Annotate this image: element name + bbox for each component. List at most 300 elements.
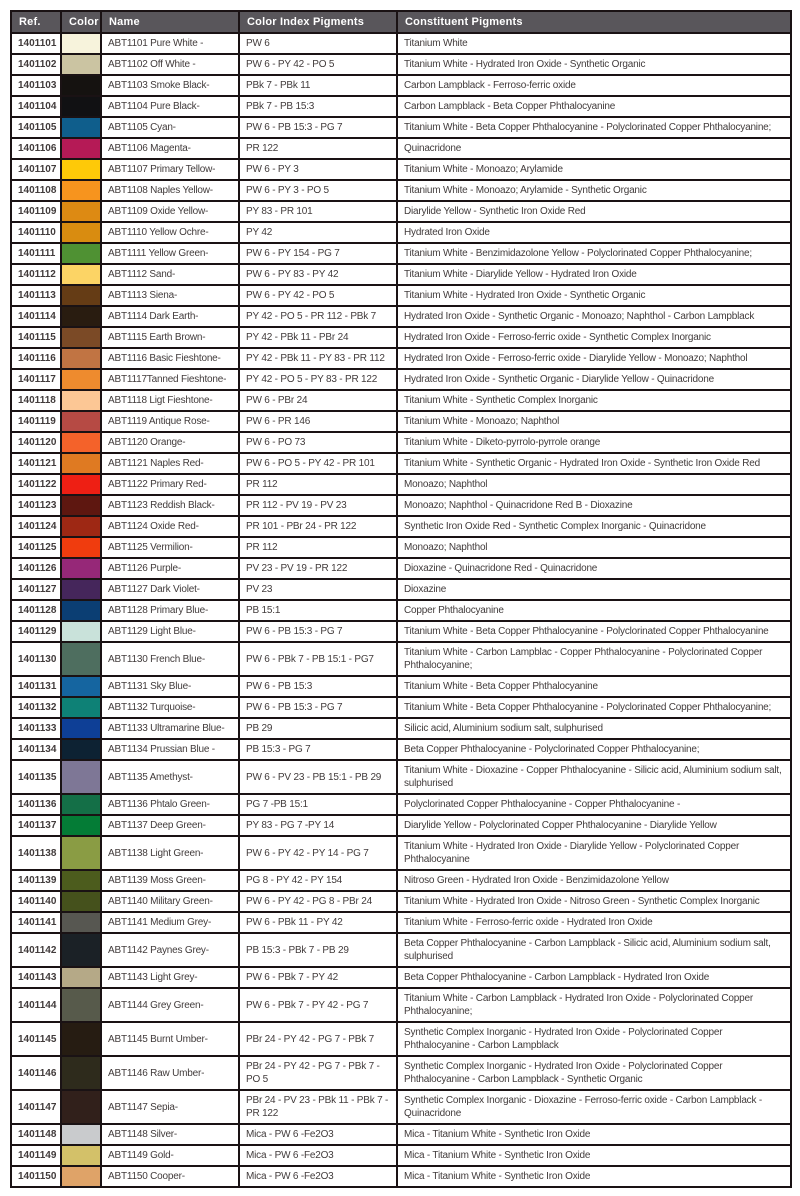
name-cell: ABT1146 Raw Umber- [101, 1056, 239, 1090]
color-swatch [61, 348, 101, 369]
ref-cell: 1401132 [11, 697, 61, 718]
table-row [11, 243, 791, 264]
constituent-cell: Synthetic Complex Inorganic - Hydrated Iron Oxide - Polyclorinated Copper Phthalocyanine - Carbon Lampblack [397, 1022, 791, 1056]
color-index-cell: PW 6 - PV 23 - PB 15:1 - PB 29 [239, 760, 397, 794]
table-row [11, 718, 791, 739]
name-cell: ABT1131 Sky Blue- [101, 676, 239, 697]
table-row [11, 579, 791, 600]
color-swatch [61, 558, 101, 579]
color-index-cell: PBr 24 - PY 42 - PG 7 - PBk 7 - PO 5 [239, 1056, 397, 1090]
constituent-cell: Titanium White - Beta Copper Phthalocyanine [397, 676, 791, 697]
table-row [11, 474, 791, 495]
color-index-cell: PR 112 [239, 474, 397, 495]
table-row [11, 988, 791, 1022]
name-cell: ABT1108 Naples Yellow- [101, 180, 239, 201]
color-swatch [61, 697, 101, 718]
ref-cell: 1401138 [11, 836, 61, 870]
table-row [11, 222, 791, 243]
table-row [11, 348, 791, 369]
table-row [11, 1145, 791, 1166]
constituent-cell: Synthetic Complex Inorganic - Dioxazine - Ferroso-ferric oxide - Carbon Lampblack - Quinacridone [397, 1090, 791, 1124]
color-swatch [61, 600, 101, 621]
table-row [11, 676, 791, 697]
column-header-constituent-pigments: Constituent Pigments [397, 11, 791, 33]
color-swatch [61, 138, 101, 159]
color-swatch [61, 912, 101, 933]
ref-cell: 1401149 [11, 1145, 61, 1166]
color-index-cell: PW 6 - PBk 7 - PB 15:1 - PG7 [239, 642, 397, 676]
constituent-cell: Titanium White - Ferroso-ferric oxide - Hydrated Iron Oxide [397, 912, 791, 933]
table-row [11, 1022, 791, 1056]
color-swatch [61, 579, 101, 600]
name-cell: ABT1114 Dark Earth- [101, 306, 239, 327]
color-swatch [61, 967, 101, 988]
color-index-cell: PG 7 -PB 15:1 [239, 794, 397, 815]
constituent-cell: Titanium White - Synthetic Organic - Hydrated Iron Oxide - Synthetic Iron Oxide Red [397, 453, 791, 474]
color-swatch [61, 870, 101, 891]
table-body [11, 33, 791, 1187]
color-index-cell: PBr 24 - PY 42 - PG 7 - PBk 7 [239, 1022, 397, 1056]
table-row [11, 306, 791, 327]
constituent-cell: Titanium White - Hydrated Iron Oxide - Diarylide Yellow - Polyclorinated Copper Phthalocyanine [397, 836, 791, 870]
constituent-cell: Beta Copper Phthalocyanine - Carbon Lampblack - Silicic acid, Aluminium sodium salt, sulphurised [397, 933, 791, 967]
table-row [11, 1124, 791, 1145]
color-index-cell: PW 6 - PBk 7 - PY 42 [239, 967, 397, 988]
constituent-cell: Beta Copper Phthalocyanine - Polyclorinated Copper Phthalocyanine; [397, 739, 791, 760]
ref-cell: 1401118 [11, 390, 61, 411]
color-index-cell: PW 6 - PY 3 - PO 5 [239, 180, 397, 201]
constituent-cell: Polyclorinated Copper Phthalocyanine - Copper Phthalocyanine - [397, 794, 791, 815]
color-index-cell: PW 6 - PY 42 - PO 5 [239, 54, 397, 75]
table-row [11, 836, 791, 870]
ref-cell: 1401133 [11, 718, 61, 739]
color-swatch [61, 739, 101, 760]
constituent-cell: Titanium White - Beta Copper Phthalocyanine - Polyclorinated Copper Phthalocyanine; [397, 697, 791, 718]
constituent-cell: Titanium White - Monoazo; Arylamide - Synthetic Organic [397, 180, 791, 201]
constituent-cell: Synthetic Iron Oxide Red - Synthetic Complex Inorganic - Quinacridone [397, 516, 791, 537]
constituent-cell: Titanium White - Hydrated Iron Oxide - Synthetic Organic [397, 54, 791, 75]
color-swatch [61, 180, 101, 201]
color-index-cell: PW 6 [239, 33, 397, 54]
name-cell: ABT1125 Vermilion- [101, 537, 239, 558]
table-row [11, 453, 791, 474]
table-row [11, 1166, 791, 1187]
ref-cell: 1401147 [11, 1090, 61, 1124]
ref-cell: 1401112 [11, 264, 61, 285]
name-cell: ABT1143 Light Grey- [101, 967, 239, 988]
table-row [11, 760, 791, 794]
color-swatch [61, 264, 101, 285]
color-swatch [61, 718, 101, 739]
name-cell: ABT1117Tanned Fieshtone- [101, 369, 239, 390]
table-row [11, 642, 791, 676]
name-cell: ABT1112 Sand- [101, 264, 239, 285]
ref-cell: 1401121 [11, 453, 61, 474]
ref-cell: 1401141 [11, 912, 61, 933]
color-index-cell: PB 29 [239, 718, 397, 739]
color-index-cell: PY 42 - PO 5 - PR 112 - PBk 7 [239, 306, 397, 327]
color-swatch [61, 836, 101, 870]
color-swatch [61, 96, 101, 117]
table-row [11, 33, 791, 54]
name-cell: ABT1148 Silver- [101, 1124, 239, 1145]
ref-cell: 1401150 [11, 1166, 61, 1187]
name-cell: ABT1132 Turquoise- [101, 697, 239, 718]
ref-cell: 1401145 [11, 1022, 61, 1056]
name-cell: ABT1109 Oxide Yellow- [101, 201, 239, 222]
color-index-cell: PY 83 - PR 101 [239, 201, 397, 222]
name-cell: ABT1104 Pure Black- [101, 96, 239, 117]
name-cell: ABT1115 Earth Brown- [101, 327, 239, 348]
color-index-cell: PW 6 - PR 146 [239, 411, 397, 432]
color-swatch [61, 453, 101, 474]
color-swatch [61, 243, 101, 264]
constituent-cell: Titanium White - Hydrated Iron Oxide - Nitroso Green - Synthetic Complex Inorganic [397, 891, 791, 912]
color-swatch [61, 432, 101, 453]
constituent-cell: Titanium White - Monoazo; Arylamide [397, 159, 791, 180]
ref-cell: 1401119 [11, 411, 61, 432]
ref-cell: 1401136 [11, 794, 61, 815]
name-cell: ABT1141 Medium Grey- [101, 912, 239, 933]
constituent-cell: Titanium White - Beta Copper Phthalocyanine - Polyclorinated Copper Phthalocyanine [397, 621, 791, 642]
constituent-cell: Titanium White - Beta Copper Phthalocyanine - Polyclorinated Copper Phthalocyanine; [397, 117, 791, 138]
name-cell: ABT1119 Antique Rose- [101, 411, 239, 432]
table-row [11, 697, 791, 718]
table-row [11, 369, 791, 390]
color-swatch [61, 285, 101, 306]
pigment-color-table [10, 10, 792, 1188]
column-header-color: Color [61, 11, 101, 33]
table-row [11, 327, 791, 348]
name-cell: ABT1103 Smoke Black- [101, 75, 239, 96]
ref-cell: 1401105 [11, 117, 61, 138]
color-swatch [61, 891, 101, 912]
name-cell: ABT1129 Light Blue- [101, 621, 239, 642]
constituent-cell: Titanium White [397, 33, 791, 54]
constituent-cell: Hydrated Iron Oxide - Ferroso-ferric oxide - Synthetic Complex Inorganic [397, 327, 791, 348]
color-swatch [61, 1124, 101, 1145]
color-swatch [61, 642, 101, 676]
table-row [11, 54, 791, 75]
color-swatch [61, 369, 101, 390]
color-index-cell: PW 6 - PO 5 - PY 42 - PR 101 [239, 453, 397, 474]
constituent-cell: Titanium White - Diketo-pyrrolo-pyrrole orange [397, 432, 791, 453]
constituent-cell: Titanium White - Hydrated Iron Oxide - Synthetic Organic [397, 285, 791, 306]
color-swatch [61, 794, 101, 815]
constituent-cell: Monoazo; Naphthol [397, 474, 791, 495]
name-cell: ABT1110 Yellow Ochre- [101, 222, 239, 243]
color-swatch [61, 327, 101, 348]
constituent-cell: Titanium White - Benzimidazolone Yellow - Polyclorinated Copper Phthalocyanine; [397, 243, 791, 264]
name-cell: ABT1150 Cooper- [101, 1166, 239, 1187]
name-cell: ABT1111 Yellow Green- [101, 243, 239, 264]
table-row [11, 1090, 791, 1124]
color-index-cell: PBr 24 - PV 23 - PBk 11 - PBk 7 - PR 122 [239, 1090, 397, 1124]
ref-cell: 1401143 [11, 967, 61, 988]
name-cell: ABT1120 Orange- [101, 432, 239, 453]
color-swatch [61, 1090, 101, 1124]
constituent-cell: Hydrated Iron Oxide - Synthetic Organic - Monoazo; Naphthol - Carbon Lampblack [397, 306, 791, 327]
ref-cell: 1401148 [11, 1124, 61, 1145]
table-row [11, 739, 791, 760]
constituent-cell: Hydrated Iron Oxide - Ferroso-ferric oxide - Diarylide Yellow - Monoazo; Naphthol [397, 348, 791, 369]
color-swatch [61, 815, 101, 836]
color-index-cell: PY 42 - PO 5 - PY 83 - PR 122 [239, 369, 397, 390]
name-cell: ABT1134 Prussian Blue - [101, 739, 239, 760]
color-swatch [61, 1166, 101, 1187]
ref-cell: 1401101 [11, 33, 61, 54]
table-row [11, 1056, 791, 1090]
color-index-cell: PW 6 - PY 42 - PO 5 [239, 285, 397, 306]
color-index-cell: PW 6 - PB 15:3 - PG 7 [239, 117, 397, 138]
table-row [11, 264, 791, 285]
color-index-cell: PR 122 [239, 138, 397, 159]
ref-cell: 1401109 [11, 201, 61, 222]
color-index-cell: PY 83 - PG 7 -PY 14 [239, 815, 397, 836]
column-header-name: Name [101, 11, 239, 33]
color-swatch [61, 33, 101, 54]
table-row [11, 495, 791, 516]
color-index-cell: PBk 7 - PB 15:3 [239, 96, 397, 117]
name-cell: ABT1122 Primary Red- [101, 474, 239, 495]
name-cell: ABT1102 Off White - [101, 54, 239, 75]
table-row [11, 794, 791, 815]
table-row [11, 870, 791, 891]
name-cell: ABT1147 Sepia- [101, 1090, 239, 1124]
color-index-cell: PY 42 - PBk 11 - PY 83 - PR 112 [239, 348, 397, 369]
color-index-cell: Mica - PW 6 -Fe2O3 [239, 1145, 397, 1166]
table-row [11, 432, 791, 453]
table-row [11, 558, 791, 579]
name-cell: ABT1105 Cyan- [101, 117, 239, 138]
color-index-cell: PV 23 [239, 579, 397, 600]
name-cell: ABT1127 Dark Violet- [101, 579, 239, 600]
name-cell: ABT1128 Primary Blue- [101, 600, 239, 621]
ref-cell: 1401130 [11, 642, 61, 676]
constituent-cell: Copper Phthalocyanine [397, 600, 791, 621]
color-index-cell: Mica - PW 6 -Fe2O3 [239, 1124, 397, 1145]
color-swatch [61, 760, 101, 794]
table-row [11, 933, 791, 967]
ref-cell: 1401129 [11, 621, 61, 642]
table-row [11, 967, 791, 988]
ref-cell: 1401131 [11, 676, 61, 697]
color-swatch [61, 306, 101, 327]
color-index-cell: PW 6 - PBk 7 - PY 42 - PG 7 [239, 988, 397, 1022]
constituent-cell: Titanium White - Monoazo; Naphthol [397, 411, 791, 432]
constituent-cell: Dioxazine - Quinacridone Red - Quinacridone [397, 558, 791, 579]
name-cell: ABT1142 Paynes Grey- [101, 933, 239, 967]
color-index-cell: PW 6 - PY 42 - PY 14 - PG 7 [239, 836, 397, 870]
ref-cell: 1401142 [11, 933, 61, 967]
column-header-ref: Ref. [11, 11, 61, 33]
table-row [11, 621, 791, 642]
ref-cell: 1401116 [11, 348, 61, 369]
table-row [11, 390, 791, 411]
color-index-cell: PW 6 - PY 3 [239, 159, 397, 180]
color-swatch [61, 159, 101, 180]
color-swatch [61, 988, 101, 1022]
color-index-cell: PV 23 - PV 19 - PR 122 [239, 558, 397, 579]
ref-cell: 1401125 [11, 537, 61, 558]
ref-cell: 1401102 [11, 54, 61, 75]
ref-cell: 1401117 [11, 369, 61, 390]
name-cell: ABT1140 Military Green- [101, 891, 239, 912]
name-cell: ABT1106 Magenta- [101, 138, 239, 159]
constituent-cell: Mica - Titanium White - Synthetic Iron Oxide [397, 1145, 791, 1166]
color-index-cell: PG 8 - PY 42 - PY 154 [239, 870, 397, 891]
color-index-cell: PW 6 - PB 15:3 [239, 676, 397, 697]
color-index-cell: PR 112 [239, 537, 397, 558]
constituent-cell: Monoazo; Naphthol [397, 537, 791, 558]
color-index-cell: PR 112 - PV 19 - PV 23 [239, 495, 397, 516]
name-cell: ABT1138 Light Green- [101, 836, 239, 870]
name-cell: ABT1130 French Blue- [101, 642, 239, 676]
color-swatch [61, 1056, 101, 1090]
name-cell: ABT1149 Gold- [101, 1145, 239, 1166]
name-cell: ABT1113 Siena- [101, 285, 239, 306]
table-row [11, 159, 791, 180]
table-row [11, 117, 791, 138]
name-cell: ABT1139 Moss Green- [101, 870, 239, 891]
ref-cell: 1401106 [11, 138, 61, 159]
constituent-cell: Titanium White - Synthetic Complex Inorganic [397, 390, 791, 411]
name-cell: ABT1118 Ligt Fieshtone- [101, 390, 239, 411]
constituent-cell: Mica - Titanium White - Synthetic Iron Oxide [397, 1124, 791, 1145]
ref-cell: 1401122 [11, 474, 61, 495]
name-cell: ABT1116 Basic Fieshtone- [101, 348, 239, 369]
ref-cell: 1401107 [11, 159, 61, 180]
color-index-cell: PY 42 [239, 222, 397, 243]
ref-cell: 1401135 [11, 760, 61, 794]
name-cell: ABT1123 Reddish Black- [101, 495, 239, 516]
color-index-cell: PW 6 - PB 15:3 - PG 7 [239, 621, 397, 642]
color-index-cell: PW 6 - PBr 24 [239, 390, 397, 411]
ref-cell: 1401110 [11, 222, 61, 243]
constituent-cell: Titanium White - Dioxazine - Copper Phthalocyanine - Silicic acid, Aluminium sodium salt, sulphurised [397, 760, 791, 794]
name-cell: ABT1135 Amethyst- [101, 760, 239, 794]
constituent-cell: Titanium White - Diarylide Yellow - Hydrated Iron Oxide [397, 264, 791, 285]
color-index-cell: PW 6 - PB 15:3 - PG 7 [239, 697, 397, 718]
constituent-cell: Titanium White - Carbon Lampblack - Hydrated Iron Oxide - Polyclorinated Copper Phthalocyanine; [397, 988, 791, 1022]
ref-cell: 1401124 [11, 516, 61, 537]
color-index-cell: PW 6 - PY 42 - PG 8 - PBr 24 [239, 891, 397, 912]
ref-cell: 1401146 [11, 1056, 61, 1090]
ref-cell: 1401123 [11, 495, 61, 516]
color-swatch [61, 1022, 101, 1056]
color-swatch [61, 537, 101, 558]
color-swatch [61, 474, 101, 495]
color-swatch [61, 516, 101, 537]
table-row [11, 516, 791, 537]
color-index-cell: PW 6 - PY 83 - PY 42 [239, 264, 397, 285]
ref-cell: 1401108 [11, 180, 61, 201]
color-index-cell: PW 6 - PBk 11 - PY 42 [239, 912, 397, 933]
ref-cell: 1401126 [11, 558, 61, 579]
color-index-cell: PB 15:3 - PBk 7 - PB 29 [239, 933, 397, 967]
ref-cell: 1401140 [11, 891, 61, 912]
constituent-cell: Titanium White - Carbon Lampblac - Copper Phthalocyanine - Polyclorinated Copper Phthalocyanine; [397, 642, 791, 676]
constituent-cell: Carbon Lampblack - Ferroso-ferric oxide [397, 75, 791, 96]
name-cell: ABT1126 Purple- [101, 558, 239, 579]
table-row [11, 537, 791, 558]
color-index-cell: PB 15:3 - PG 7 [239, 739, 397, 760]
name-cell: ABT1124 Oxide Red- [101, 516, 239, 537]
header-row [11, 11, 791, 33]
ref-cell: 1401144 [11, 988, 61, 1022]
constituent-cell: Quinacridone [397, 138, 791, 159]
ref-cell: 1401128 [11, 600, 61, 621]
table-row [11, 891, 791, 912]
name-cell: ABT1137 Deep Green- [101, 815, 239, 836]
constituent-cell: Synthetic Complex Inorganic - Hydrated Iron Oxide - Polyclorinated Copper Phthalocyanine - Carbon Lampblack - Synthetic Organic [397, 1056, 791, 1090]
table-row [11, 75, 791, 96]
constituent-cell: Hydrated Iron Oxide - Synthetic Organic - Diarylide Yellow - Quinacridone [397, 369, 791, 390]
color-swatch [61, 117, 101, 138]
color-index-cell: PR 101 - PBr 24 - PR 122 [239, 516, 397, 537]
color-swatch [61, 1145, 101, 1166]
color-swatch [61, 933, 101, 967]
ref-cell: 1401114 [11, 306, 61, 327]
color-index-cell: PY 42 - PBk 11 - PBr 24 [239, 327, 397, 348]
constituent-cell: Carbon Lampblack - Beta Copper Phthalocyanine [397, 96, 791, 117]
table-row [11, 600, 791, 621]
name-cell: ABT1145 Burnt Umber- [101, 1022, 239, 1056]
color-index-cell: PW 6 - PY 154 - PG 7 [239, 243, 397, 264]
color-index-cell: Mica - PW 6 -Fe2O3 [239, 1166, 397, 1187]
name-cell: ABT1133 Ultramarine Blue- [101, 718, 239, 739]
color-swatch [61, 495, 101, 516]
name-cell: ABT1101 Pure White - [101, 33, 239, 54]
color-swatch [61, 75, 101, 96]
table-row [11, 96, 791, 117]
ref-cell: 1401103 [11, 75, 61, 96]
color-swatch [61, 201, 101, 222]
constituent-cell: Mica - Titanium White - Synthetic Iron Oxide [397, 1166, 791, 1187]
constituent-cell: Diarylide Yellow - Synthetic Iron Oxide Red [397, 201, 791, 222]
color-swatch [61, 222, 101, 243]
ref-cell: 1401111 [11, 243, 61, 264]
ref-cell: 1401115 [11, 327, 61, 348]
constituent-cell: Monoazo; Naphthol - Quinacridone Red B - Dioxazine [397, 495, 791, 516]
ref-cell: 1401134 [11, 739, 61, 760]
table-row [11, 138, 791, 159]
table-row [11, 285, 791, 306]
color-swatch [61, 621, 101, 642]
ref-cell: 1401137 [11, 815, 61, 836]
name-cell: ABT1107 Primary Tellow- [101, 159, 239, 180]
table-row [11, 912, 791, 933]
table-row [11, 180, 791, 201]
color-index-cell: PW 6 - PO 73 [239, 432, 397, 453]
color-index-cell: PBk 7 - PBk 11 [239, 75, 397, 96]
table-row [11, 411, 791, 432]
color-swatch [61, 676, 101, 697]
constituent-cell: Diarylide Yellow - Polyclorinated Copper Phthalocyanine - Diarylide Yellow [397, 815, 791, 836]
constituent-cell: Nitroso Green - Hydrated Iron Oxide - Benzimidazolone Yellow [397, 870, 791, 891]
constituent-cell: Beta Copper Phthalocyanine - Carbon Lampblack - Hydrated Iron Oxide [397, 967, 791, 988]
column-header-color-index-pigments: Color Index Pigments [239, 11, 397, 33]
ref-cell: 1401120 [11, 432, 61, 453]
ref-cell: 1401127 [11, 579, 61, 600]
ref-cell: 1401113 [11, 285, 61, 306]
name-cell: ABT1121 Naples Red- [101, 453, 239, 474]
color-swatch [61, 411, 101, 432]
constituent-cell: Hydrated Iron Oxide [397, 222, 791, 243]
color-swatch [61, 54, 101, 75]
ref-cell: 1401104 [11, 96, 61, 117]
constituent-cell: Silicic acid, Aluminium sodium salt, sulphurised [397, 718, 791, 739]
